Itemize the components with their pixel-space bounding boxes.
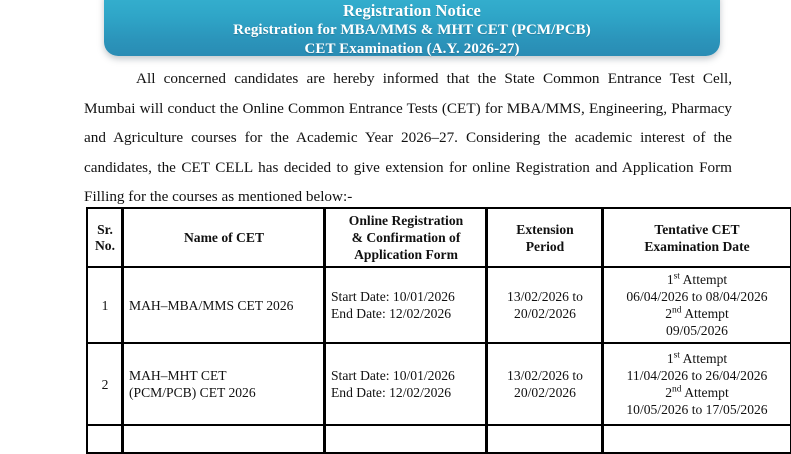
cell-attempt1-dates: 06/04/2026 to 08/04/2026 [626, 289, 768, 304]
column-header-tentative-exam-date [604, 209, 791, 268]
table-row [88, 268, 791, 344]
cell-sr-no: 2 [88, 344, 124, 426]
cell-attempt1-heading [608, 271, 786, 288]
cell-extension-line1: 13/02/2026 to [507, 368, 583, 383]
cell-registration-dates [326, 344, 488, 426]
cell-attempt2-number: 2 [665, 385, 673, 400]
column-header-extension-line2: Period [525, 238, 565, 254]
cell-attempt1-number: 1 [666, 272, 674, 287]
column-header-online-registration [326, 209, 488, 268]
cell-attempt1-label: Attempt [682, 272, 728, 287]
cell-sr-no [88, 426, 124, 454]
cell-attempt1-heading [608, 350, 786, 367]
schedule-table [86, 207, 791, 454]
cell-registration-dates [326, 268, 488, 344]
cell-extension-line1: 13/02/2026 to [507, 289, 583, 304]
schedule-table-wrapper [86, 207, 768, 454]
cell-attempt2-dates: 10/05/2026 to 17/05/2026 [626, 402, 768, 417]
cell-extension-line2: 20/02/2026 [514, 306, 576, 321]
cell-attempt1-ordinal: st [673, 350, 680, 361]
cell-name-line2: (PCM/PCB) CET 2026 [129, 385, 256, 400]
cell-extension-line2: 20/02/2026 [514, 385, 576, 400]
table-row [88, 344, 791, 426]
column-header-sr-no-line1: Sr. [97, 221, 113, 237]
cell-registration-dates [326, 426, 488, 454]
column-header-registration-line1: Online Registration [348, 213, 464, 228]
cell-name-of-cet [124, 344, 326, 426]
column-header-exam-line2: Examination Date [644, 238, 750, 254]
cell-registration-end: End Date: 12/02/2026 [331, 385, 452, 400]
column-header-exam-line1: Tentative CET [654, 221, 740, 237]
table-body [88, 268, 791, 454]
cell-registration-start: Start Date: 10/01/2026 [331, 368, 455, 383]
cell-exam-dates [604, 426, 791, 454]
banner-subtitle-2: CET Examination (A.Y. 2026-27) [304, 41, 520, 58]
cell-extension-period [488, 268, 604, 344]
cell-attempt2-ordinal: nd [672, 305, 682, 316]
column-header-extension-period [488, 209, 604, 268]
cell-extension-period [488, 344, 604, 426]
notice-banner-inner [104, 0, 720, 56]
cell-exam-dates [604, 268, 791, 344]
cell-attempt2-dates: 09/05/2026 [666, 323, 728, 338]
notice-banner [104, 0, 720, 56]
cell-attempt2-heading [608, 305, 786, 322]
table-row [88, 426, 791, 454]
cell-attempt1-ordinal: st [673, 271, 680, 282]
cell-name-of-cet [124, 426, 326, 454]
banner-title: Registration Notice [343, 1, 481, 20]
table-header [88, 209, 791, 268]
cell-attempt2-ordinal: nd [672, 384, 682, 395]
cell-attempt1-label: Attempt [682, 351, 728, 366]
cell-registration-start: Start Date: 10/01/2026 [331, 289, 455, 304]
column-header-registration-line3: Application Form [354, 247, 458, 262]
cell-extension-period [488, 426, 604, 454]
cell-sr-no: 1 [88, 268, 124, 344]
cell-exam-dates [604, 344, 791, 426]
column-header-name-of-cet: Name of CET [124, 209, 326, 268]
cell-attempt1-dates: 11/04/2026 to 26/04/2026 [626, 368, 768, 383]
cell-attempt2-number: 2 [665, 306, 673, 321]
table-header-row [88, 209, 791, 268]
banner-subtitle-1: Registration for MBA/MMS & MHT CET (PCM/PCB) [233, 22, 591, 39]
cell-attempt2-heading [608, 384, 786, 401]
column-header-extension-line1: Extension [516, 221, 574, 237]
cell-name-line1: MAH–MHT CET [129, 368, 227, 383]
column-header-registration-line2: & Confirmation of [351, 230, 461, 245]
column-header-sr-no-line2: No. [94, 237, 115, 253]
cell-attempt1-number: 1 [666, 351, 674, 366]
column-header-sr-no [88, 209, 124, 268]
cell-registration-end: End Date: 12/02/2026 [331, 306, 452, 321]
cell-attempt2-label: Attempt [684, 385, 729, 400]
cell-name-of-cet: MAH–MBA/MMS CET 2026 [124, 268, 326, 344]
cell-attempt2-label: Attempt [684, 306, 729, 321]
notice-paragraph: All concerned candidates are hereby informed that the State Common Entrance Test Cell, Mumbai will conduct the Online Common Entrance Tests (CET) for MBA/MMS, Engineering, Pharmacy and Agriculture courses for the Academic Year 2026–27. Considering the academic interest of the candidates, the CET CELL has decided to give extension for online Registration and Application Form Filling for the courses as mentioned below:- [84, 70, 732, 205]
